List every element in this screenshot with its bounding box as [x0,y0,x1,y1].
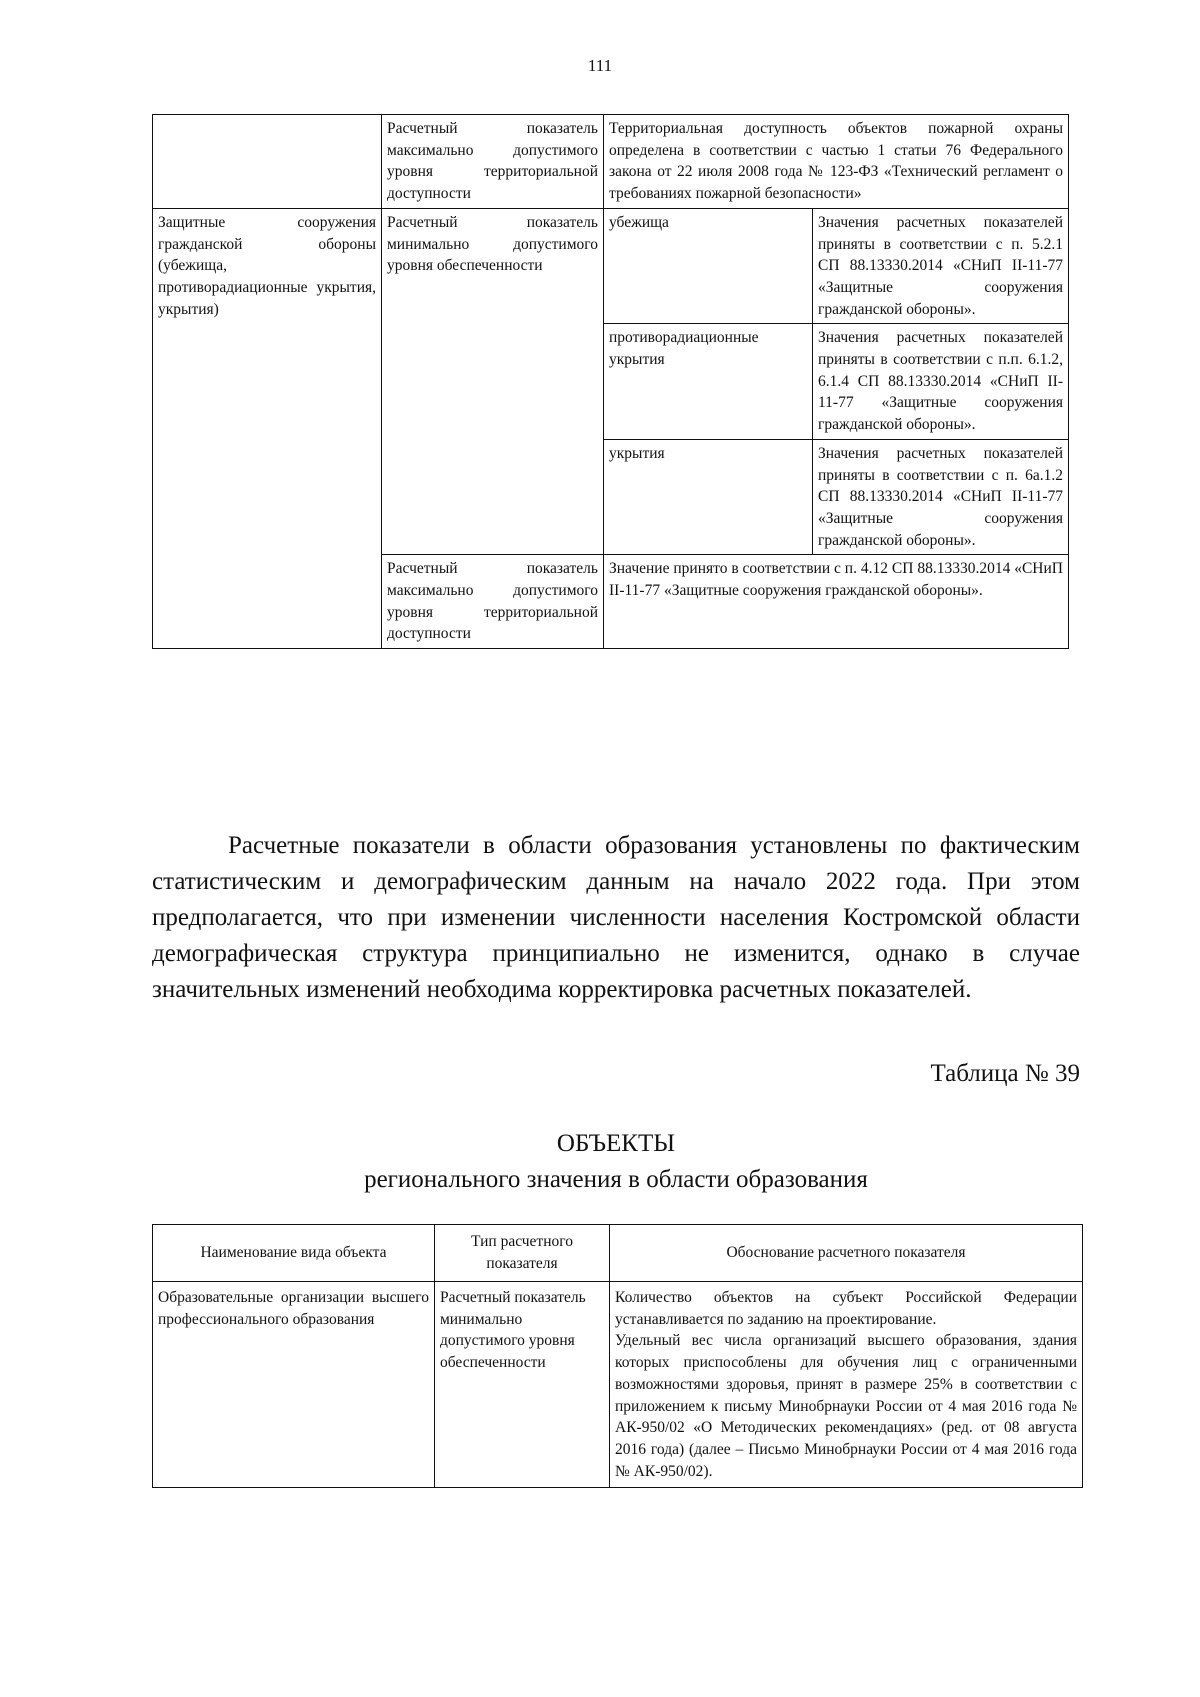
education-objects-table [152,1224,1083,1488]
civil-defense-table [152,114,1069,649]
indicator-type-cell: Расчетный показатель минимально допустимого уровня обеспеченности [435,1282,610,1488]
table-cell: Территориальная доступность объектов пожарной охраны определена в соответствии с частью 1 статьи 76 Федерального закона от 22 июля 2008 года № 123-ФЗ «Технический регламент о требованиях пожарной безопасности» [604,115,1069,209]
body-paragraph: Расчетные показатели в области образования установлены по фактическим статистическим и демографическим данным на начало 2022 года. При этом предполагается, что при изменении численности населения Костромской области демографическая структура принципиально не изменится, однако в случае значительных изменений необходима корректировка расчетных показателей. [152,832,1080,1003]
indicator-cell: Расчетный показатель минимально допустимого уровня обеспеченности [382,208,604,555]
table-row [153,115,1069,209]
table-header-row [153,1225,1083,1282]
page-number: 111 [587,56,613,75]
column-header: Наименование вида объекта [153,1225,435,1282]
table-cell: Расчетный показатель максимально допустимого уровня территориальной доступности [382,115,604,209]
value-cell: Значения расчетных показателей приняты в соответствии с п. 5.2.1 СП 88.13330.2014 «СНиП II-11-77 «Защитные сооружения гражданской обороны». [813,208,1069,324]
basis-paragraph: Количество объектов на субъект Российской Федерации устанавливается по заданию на проектирование. [615,1289,1077,1328]
table-label: Таблица № 39 [930,1060,1080,1087]
table-cell [153,115,382,209]
table-row [153,1282,1083,1488]
basis-paragraph: Удельный вес числа организаций высшего образования, здания которых приспособлены для обучения лиц с ограниченными возможностями здоровья, принят в размере 25% в соответствии с приложением к письму Минобрнауки России от 4 мая 2016 года № АК-950/02 «О Методических рекомендациях» (ред. от 08 августа 2016 года) (далее – Письмо Минобрнауки России от 4 мая 2016 года № АК-950/02). [615,1332,1077,1480]
subtype-cell: убежища [604,208,813,324]
subtype-cell: укрытия [604,439,813,555]
value-cell: Значения расчетных показателей приняты в соответствии с п.п. 6.1.2, 6.1.4 СП 88.13330.2014 «СНиП II-11-77 «Защитные сооружения гражданской обороны». [813,324,1069,440]
basis-cell [610,1282,1083,1488]
table-title [0,1126,1200,1198]
object-type-cell: Образовательные организации высшего профессионального образования [153,1282,435,1488]
value-cell: Значение принято в соответствии с п. 4.12 СП 88.13330.2014 «СНиП II-11-77 «Защитные сооружения гражданской обороны». [604,555,1069,649]
column-header: Тип расчетного показателя [435,1225,610,1282]
title-line-2: регионального значения в области образования [364,1166,868,1193]
title-line-1: ОБЪЕКТЫ [556,1130,676,1157]
subtype-cell: противорадиационные укрытия [604,324,813,440]
indicator-cell: Расчетный показатель максимально допустимого уровня территориальной доступности [382,555,604,649]
value-cell: Значения расчетных показателей приняты в соответствии с п. 6а.1.2 СП 88.13330.2014 «СНиП II-11-77 «Защитные сооружения гражданской обороны». [813,439,1069,555]
table-row [153,208,1069,324]
column-header: Обоснование расчетного показателя [610,1225,1083,1282]
object-type-cell: Защитные сооружения гражданской обороны (убежища, противорадиационные укрытия, укрытия) [153,208,382,648]
